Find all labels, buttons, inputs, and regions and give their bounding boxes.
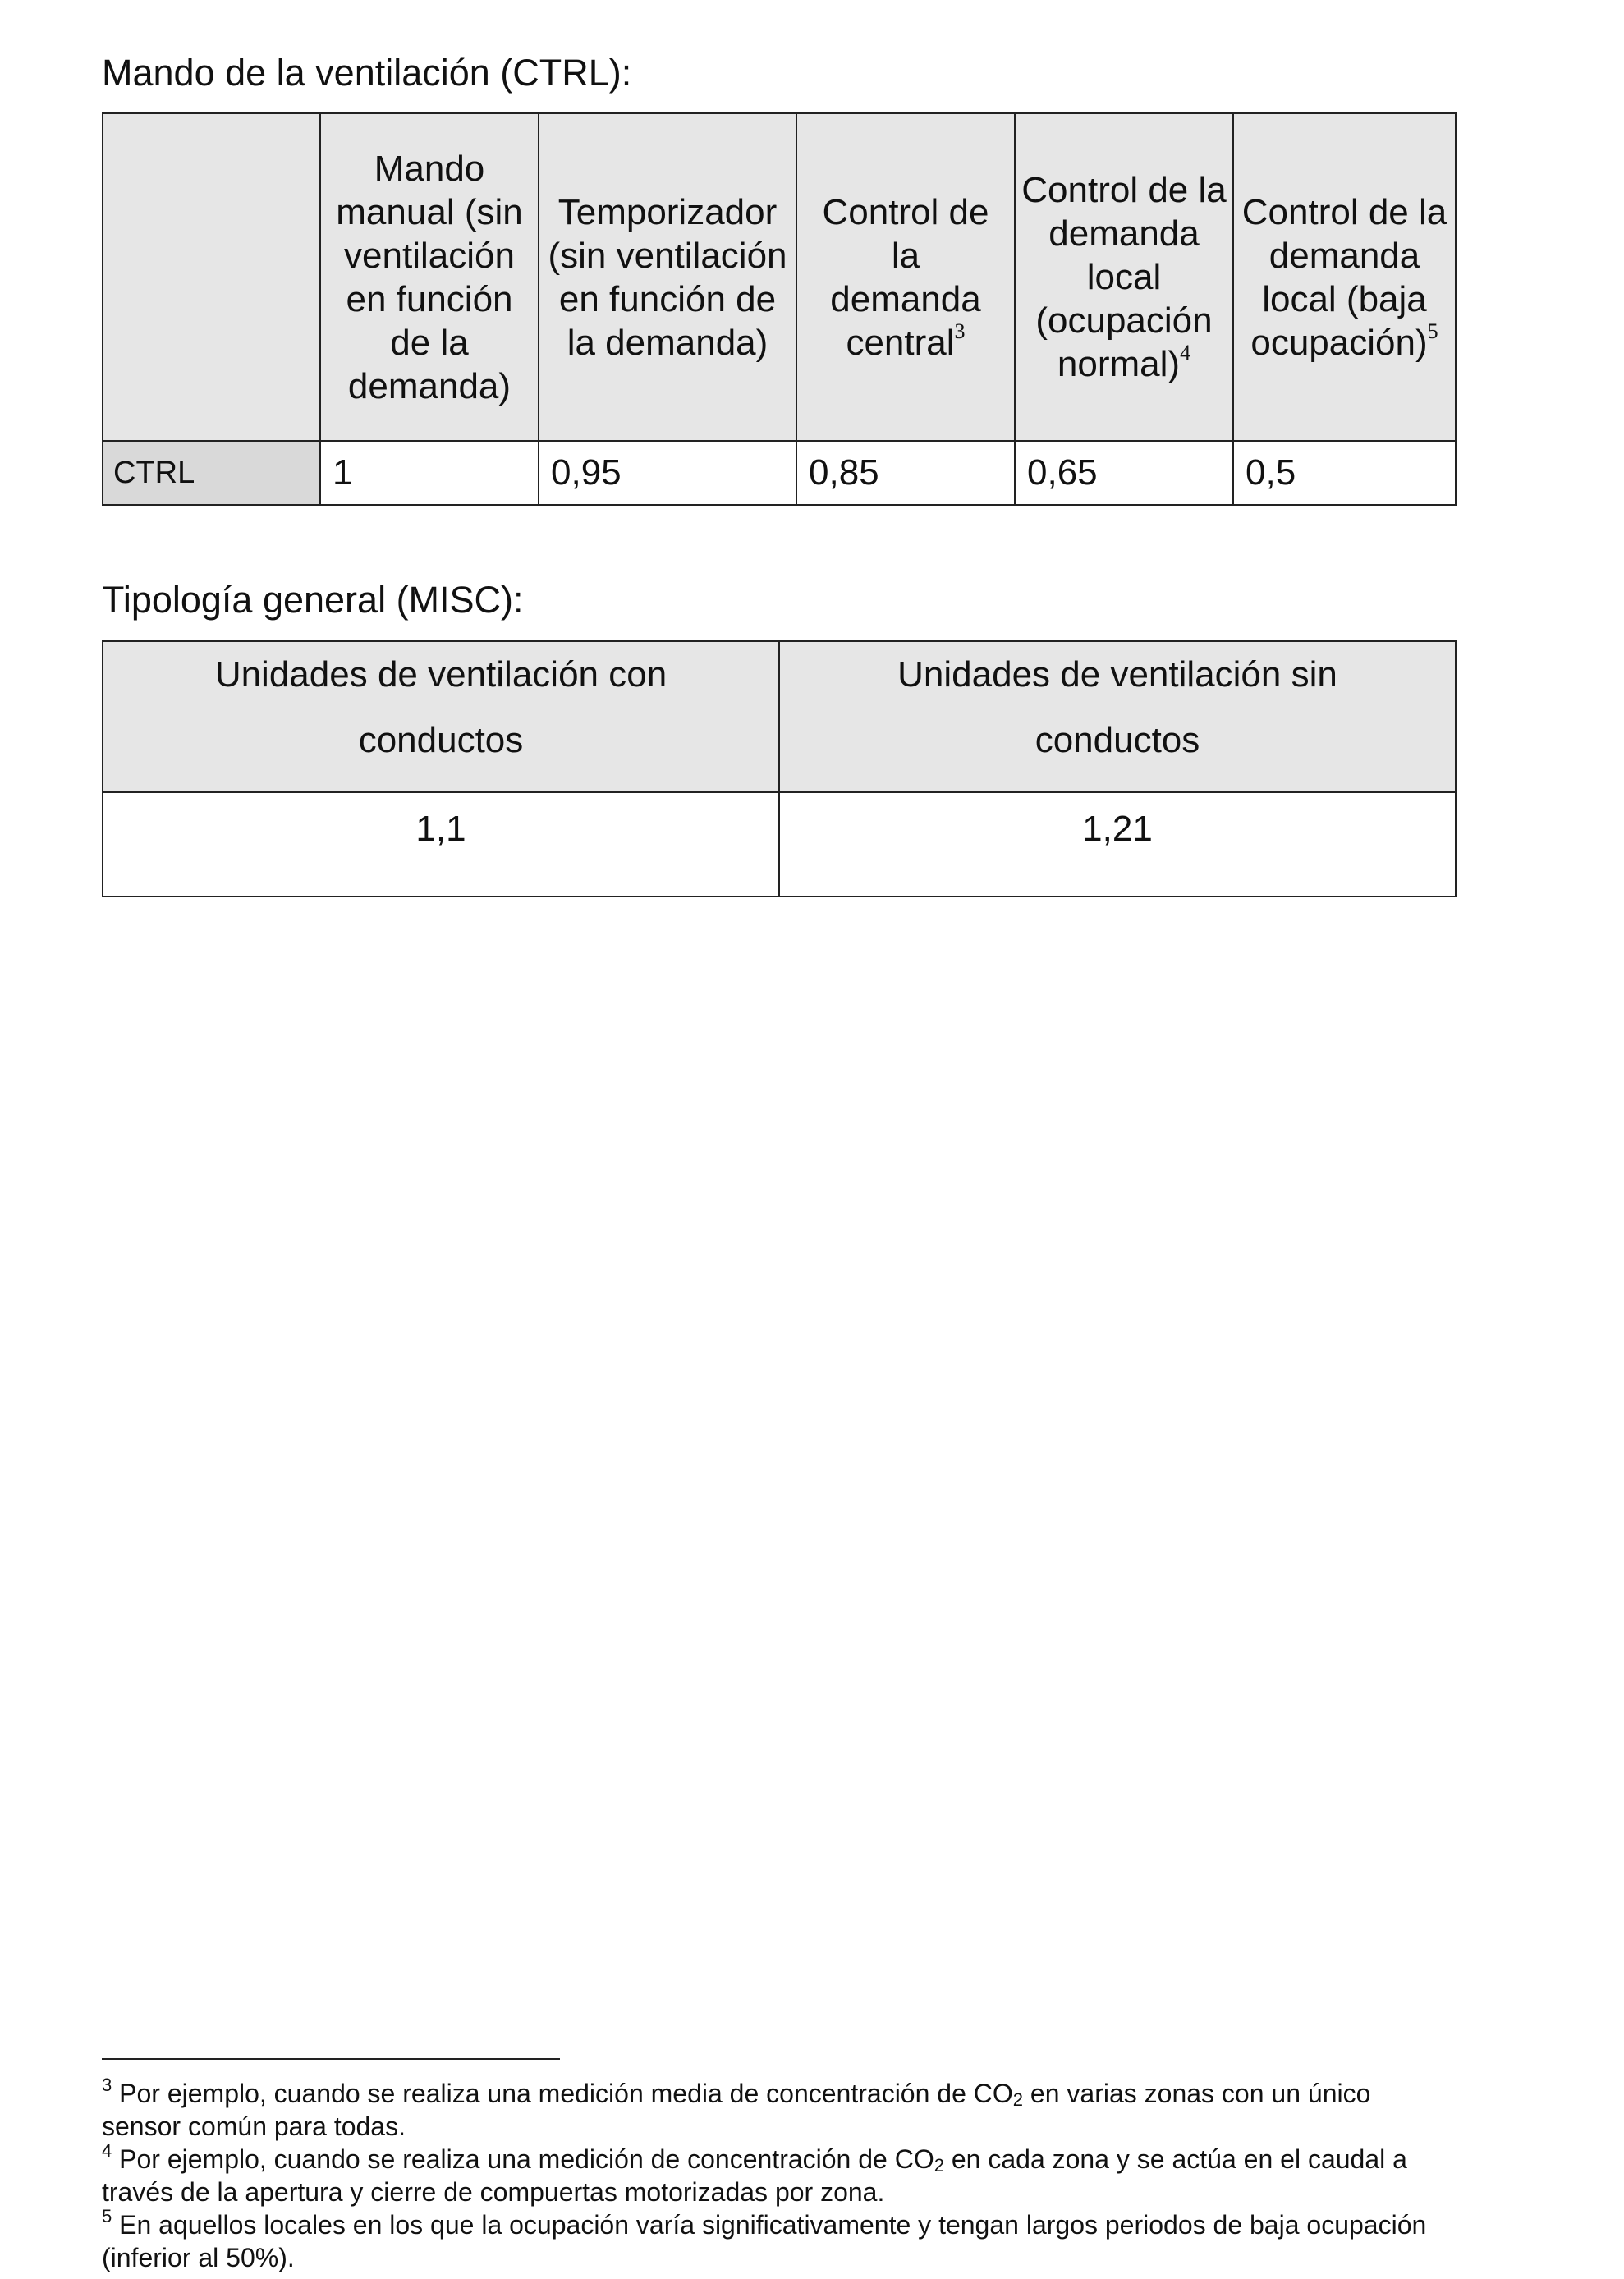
misc-header-ducted: [103, 641, 779, 792]
footnotes: [102, 2077, 1432, 2274]
ctrl-value-cell: 0,95: [539, 441, 796, 505]
header-label: Temporizador (sin ventilación en función de la demanda): [548, 191, 787, 363]
ctrl-header-manual: [320, 113, 539, 441]
footnote-text: en cada zona y se actúa en el caudal a través de la apertura y cierre de compuertas motorizadas por zona.: [102, 2144, 1407, 2207]
footnote-text: Por ejemplo, cuando se realiza una medición media de concentración de CO: [119, 2079, 1013, 2108]
footnote-number: 5: [102, 2206, 112, 2226]
footnote-ref[interactable]: 4: [1180, 341, 1191, 365]
ctrl-value-cell: 1: [320, 441, 539, 505]
header-label: Control de la demanda local (ocupación normal): [1021, 170, 1227, 384]
misc-header-row: [103, 641, 1456, 792]
header-label: Unidades de ventilación con conductos: [214, 654, 667, 760]
footnote-item: [102, 2208, 1432, 2274]
ctrl-header-local-demand-normal: [1015, 113, 1233, 441]
header-label: Unidades de ventilación sin conductos: [897, 654, 1337, 760]
subscript: 2: [934, 2155, 944, 2176]
header-label: Control de la demanda local (baja ocupación): [1241, 191, 1447, 363]
misc-value-cell: 1,1: [103, 792, 779, 896]
footnote-ref[interactable]: 3: [954, 319, 966, 343]
ctrl-table: [102, 112, 1457, 506]
ctrl-header-central-demand: [796, 113, 1015, 441]
misc-heading: Tipología general (MISC):: [102, 579, 524, 621]
misc-value-cell: 1,21: [779, 792, 1456, 896]
ctrl-value-row: [103, 441, 1456, 505]
ctrl-corner-cell: [103, 113, 320, 441]
ctrl-heading: Mando de la ventilación (CTRL):: [102, 52, 632, 94]
footnote-number: 4: [102, 2140, 112, 2161]
ctrl-value-cell: 0,5: [1233, 441, 1456, 505]
footnote-text: En aquellos locales en los que la ocupación varía significativamente y tengan largos periodos de baja ocupación (inferior al 50%).: [102, 2210, 1427, 2272]
footnote-item: [102, 2077, 1432, 2143]
header-label: Mando manual (sin ventilación en función de la demanda): [336, 148, 523, 406]
ctrl-value-cell: 0,85: [796, 441, 1015, 505]
footnote-text: Por ejemplo, cuando se realiza una medición de concentración de CO: [119, 2144, 934, 2174]
header-label: Control de la demanda central: [822, 191, 989, 363]
ctrl-row-label: CTRL: [103, 441, 320, 505]
ctrl-header-local-demand-low: [1233, 113, 1456, 441]
ctrl-header-row: [103, 113, 1456, 441]
footnote-text: en varias zonas con un único sensor común para todas.: [102, 2079, 1371, 2141]
misc-value-row: [103, 792, 1456, 896]
footnote-ref[interactable]: 5: [1427, 319, 1438, 343]
misc-table: [102, 640, 1457, 897]
footnote-number: 3: [102, 2075, 112, 2095]
footnote-separator: [102, 2058, 560, 2060]
footnote-item: [102, 2140, 1432, 2208]
ctrl-value-cell: 0,65: [1015, 441, 1233, 505]
subscript: 2: [1012, 2089, 1024, 2110]
misc-header-ductless: [779, 641, 1456, 792]
ctrl-header-timer: [539, 113, 796, 441]
